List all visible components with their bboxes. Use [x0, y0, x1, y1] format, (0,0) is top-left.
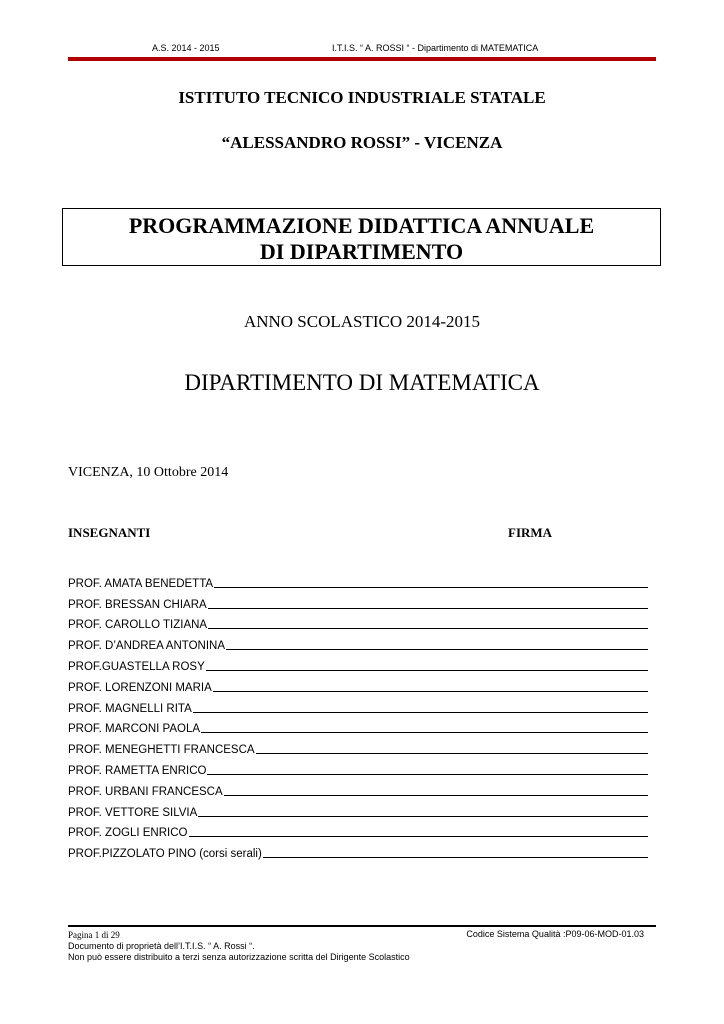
- teacher-row: [68, 591, 648, 612]
- document-title-line-1: PROGRAMMAZIONE DIDATTICA ANNUALE: [128, 213, 595, 238]
- signature-line[interactable]: [256, 752, 648, 754]
- signature-line[interactable]: [201, 731, 648, 733]
- teacher-name: PROF. MAGNELLI RITA: [68, 702, 192, 715]
- signature-line[interactable]: [224, 794, 648, 796]
- school-name: ISTITUTO TECNICO INDUSTRIALE STATALE: [178, 88, 546, 107]
- teachers-heading: INSEGNANTI: [68, 525, 151, 540]
- signature-line[interactable]: [208, 607, 648, 609]
- footer-ownership-note: Documento di proprietà dell’I.T.I.S. “ A. Rossi “.: [68, 941, 255, 951]
- teacher-row: [68, 716, 648, 737]
- teacher-row: [68, 820, 648, 841]
- document-title-line-2: DI DIPARTIMENTO: [259, 239, 464, 264]
- teacher-row: [68, 799, 648, 820]
- running-header: [68, 43, 656, 57]
- teacher-row: [68, 653, 648, 674]
- teacher-name: PROF. BRESSAN CHIARA: [68, 598, 207, 611]
- signature-line[interactable]: [213, 690, 648, 692]
- department-title: DIPARTIMENTO DI MATEMATICA: [184, 370, 540, 395]
- school-subname: “ALESSANDRO ROSSI” - VICENZA: [221, 133, 503, 152]
- school-year: ANNO SCOLASTICO 2014-2015: [243, 312, 481, 331]
- header-department: I.T.I.S. “ A. ROSSI “ - Dipartimento di MATEMATICA: [332, 43, 539, 53]
- teacher-row: [68, 757, 648, 778]
- teacher-row: [68, 840, 648, 861]
- signature-line[interactable]: [226, 648, 648, 650]
- signature-line[interactable]: [189, 835, 649, 837]
- teacher-name: PROF. LORENZONI MARIA: [68, 681, 212, 694]
- teacher-name: PROF. RAMETTA ENRICO: [68, 764, 207, 777]
- teacher-name: PROF. MARCONI PAOLA: [68, 723, 201, 736]
- teacher-row: [68, 674, 648, 695]
- teacher-row: [68, 695, 648, 716]
- footer-distribution-note: Non può essere distribuito a terzi senza autorizzazione scritta del Dirigente Scolastico: [68, 952, 410, 962]
- teacher-name: PROF. ZOGLI ENRICO: [68, 827, 188, 840]
- teacher-row: [68, 612, 648, 633]
- signature-line[interactable]: [193, 711, 648, 713]
- header-rule: [68, 57, 656, 61]
- footer-rule: [68, 925, 656, 927]
- teacher-name: PROF. AMATA BENEDETTA: [68, 577, 214, 590]
- footer-quality-code: Codice Sistema Qualità :P09-06-MOD-01.03: [466, 929, 644, 939]
- teacher-name: PROF.GUASTELLA ROSY: [68, 660, 205, 673]
- signature-line[interactable]: [214, 586, 648, 588]
- teacher-row: [68, 778, 648, 799]
- teacher-row: [68, 570, 648, 591]
- document-title-box: [62, 208, 661, 266]
- signature-line[interactable]: [206, 669, 648, 671]
- header-school-year: A.S. 2014 - 2015: [152, 43, 220, 53]
- place-date: VICENZA, 10 Ottobre 2014: [68, 465, 229, 480]
- teacher-name: PROF. MENEGHETTI FRANCESCA: [68, 744, 255, 757]
- footer-page-number: Pagina 1 di 29: [68, 930, 120, 940]
- teacher-row: [68, 736, 648, 757]
- signature-line[interactable]: [198, 815, 648, 817]
- teacher-name: PROF. CAROLLO TIZIANA: [68, 619, 208, 632]
- teacher-list: [68, 570, 648, 861]
- signature-line[interactable]: [208, 627, 648, 629]
- teacher-name: PROF. URBANI FRANCESCA: [68, 785, 223, 798]
- teacher-name: PROF. D’ANDREA ANTONINA: [68, 640, 225, 653]
- signature-line[interactable]: [207, 773, 648, 775]
- signature-line[interactable]: [263, 856, 648, 858]
- teacher-name: PROF. VETTORE SILVIA: [68, 806, 198, 819]
- teacher-row: [68, 632, 648, 653]
- teacher-name: PROF.PIZZOLATO PINO (corsi serali): [68, 848, 262, 861]
- signature-heading: FIRMA: [508, 525, 553, 540]
